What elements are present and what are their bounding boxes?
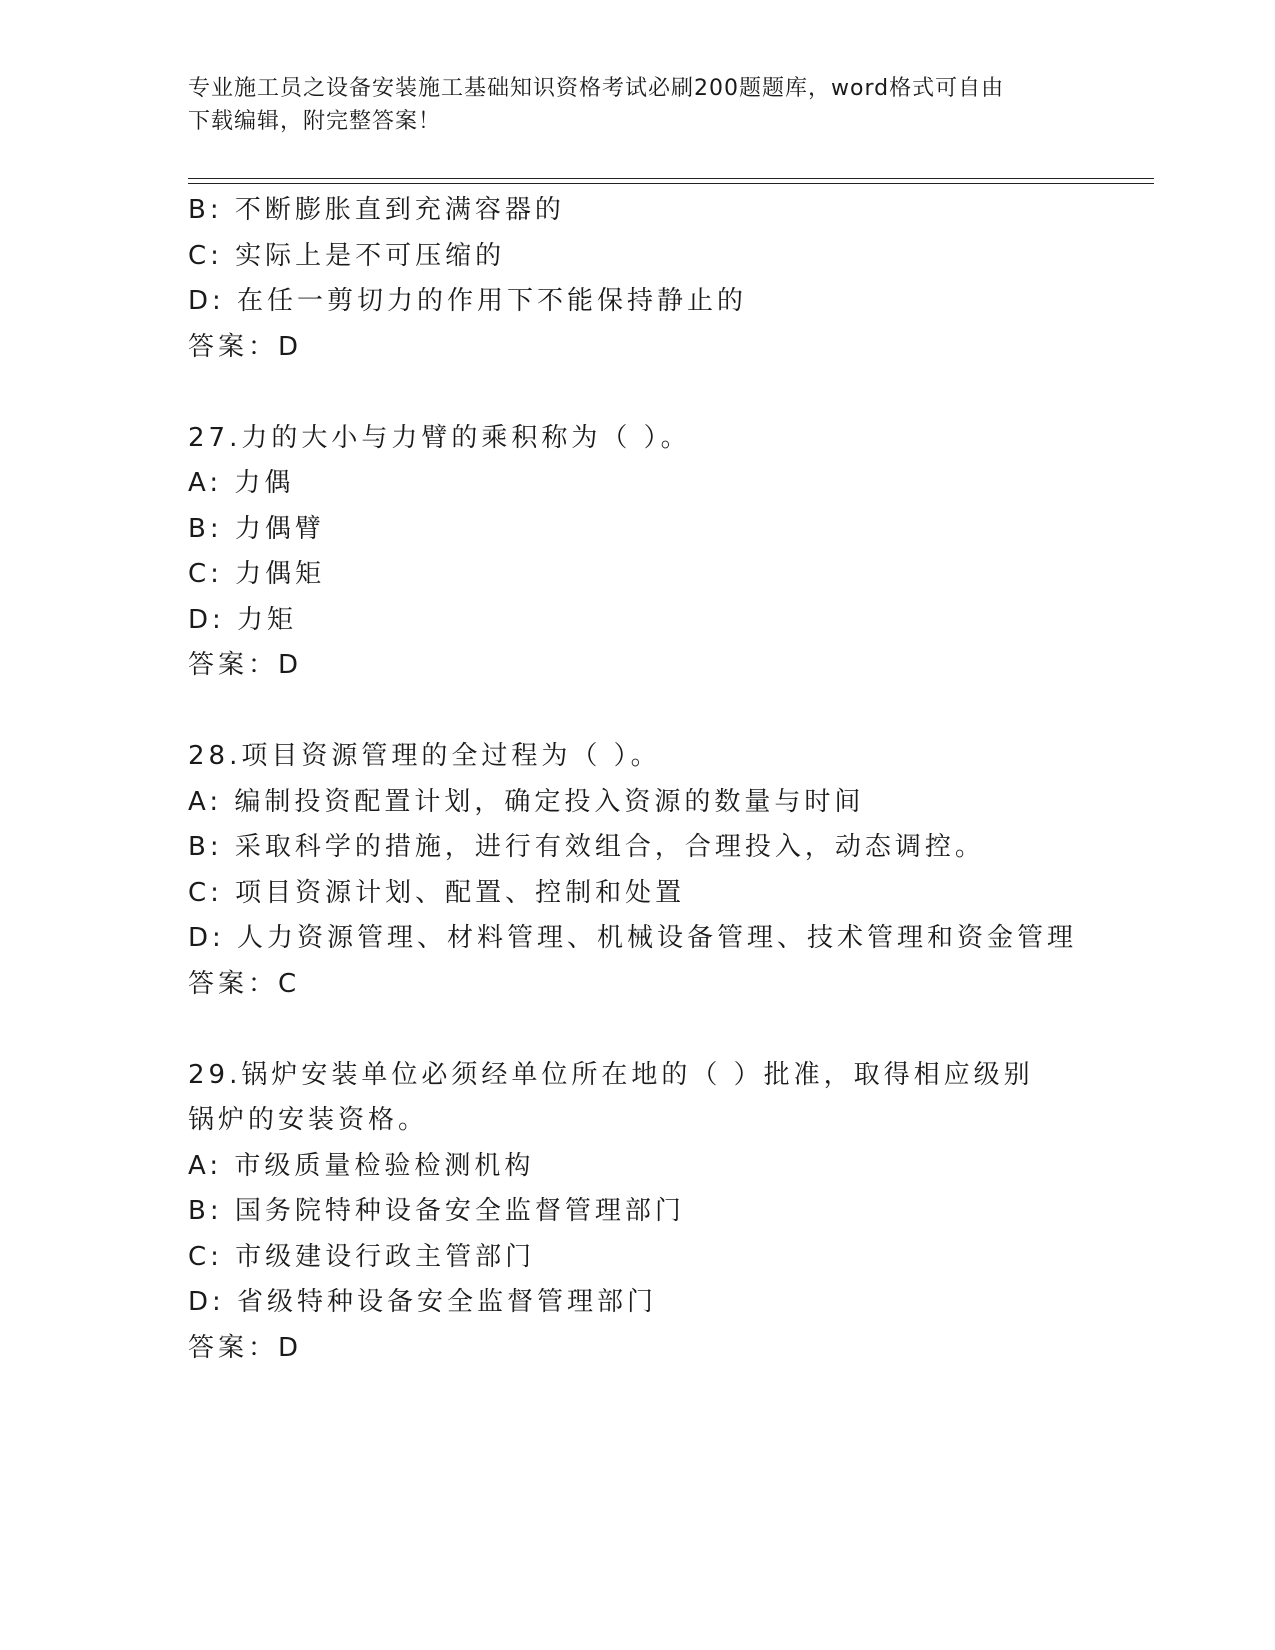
option-b: B: 国务院特种设备安全监督管理部门 bbox=[188, 1196, 685, 1226]
option-d: D: 力矩 bbox=[188, 604, 298, 635]
spacer bbox=[188, 689, 1128, 735]
option-c: C: 项目资源计划、配置、控制和处置 bbox=[188, 877, 686, 908]
option-b: B: 采取科学的措施，进行有效组合，合理投入，动态调控。 bbox=[188, 832, 985, 862]
question-stem: 27.力的大小与力臂的乘积称为（ ）。 bbox=[188, 422, 691, 453]
option-b: B: 力偶臂 bbox=[188, 513, 325, 544]
answer-line: 答案：D bbox=[188, 1332, 303, 1363]
option-a: A: 力偶 bbox=[188, 468, 295, 498]
option-c: C: 市级建设行政主管部门 bbox=[188, 1241, 536, 1272]
option-a: A: 市级质量检验检测机构 bbox=[188, 1150, 535, 1181]
question-list bbox=[188, 188, 1128, 1371]
header-divider-bottom bbox=[188, 183, 1154, 184]
question-block-29 bbox=[188, 1053, 1128, 1372]
question-stem: 29.锅炉安装单位必须经单位所在地的（ ）批准，取得相应级别锅炉的安装资格。 bbox=[188, 1059, 1034, 1135]
question-block-26 bbox=[188, 188, 1128, 370]
option-a: A: 编制投资配置计划，确定投入资源的数量与时间 bbox=[188, 786, 865, 817]
question-stem: 28.项目资源管理的全过程为（ ）。 bbox=[188, 741, 661, 771]
option-b: B: 不断膨胀直到充满容器的 bbox=[188, 195, 565, 225]
question-block-28 bbox=[188, 734, 1128, 1007]
spacer bbox=[188, 370, 1128, 416]
option-c: C: 实际上是不可压缩的 bbox=[188, 240, 506, 271]
option-d: D: 人力资源管理、材料管理、机械设备管理、技术管理和资金管理 bbox=[188, 923, 1078, 953]
header-line-2: 下载编辑，附完整答案！ bbox=[188, 109, 442, 134]
header-divider-top bbox=[188, 178, 1154, 179]
option-c: C: 力偶矩 bbox=[188, 559, 326, 589]
option-d: D: 省级特种设备安全监督管理部门 bbox=[188, 1287, 658, 1317]
answer-line: 答案：C bbox=[188, 968, 301, 999]
spacer bbox=[188, 1007, 1128, 1053]
answer-line: 答案：D bbox=[188, 331, 303, 362]
document-header bbox=[188, 72, 1068, 138]
option-d: D: 在任一剪切力的作用下不能保持静止的 bbox=[188, 286, 748, 316]
header-line-1: 专业施工员之设备安装施工基础知识资格考试必刷200题题库，word格式可自由 bbox=[188, 76, 1005, 101]
answer-line: 答案：D bbox=[188, 650, 303, 680]
question-block-27 bbox=[188, 416, 1128, 689]
